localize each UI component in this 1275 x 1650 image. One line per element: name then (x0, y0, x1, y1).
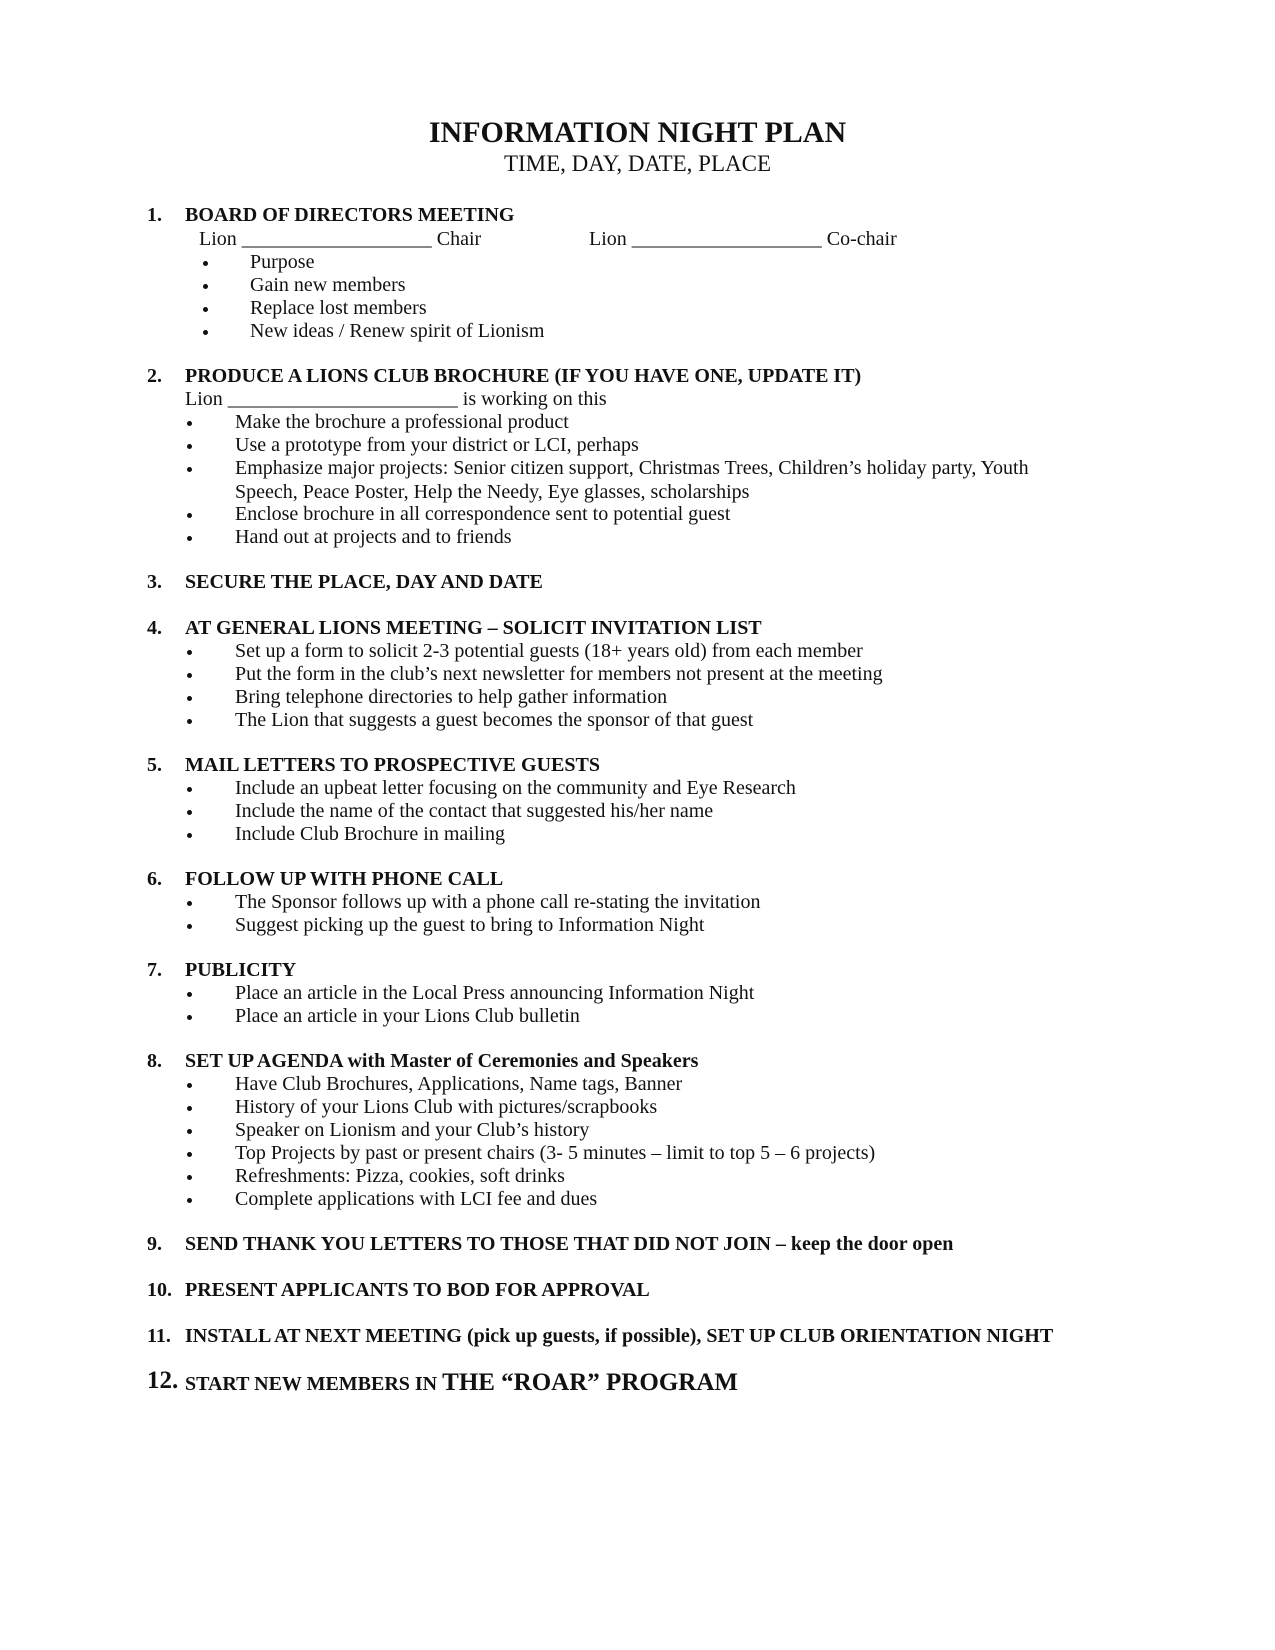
section-number: 11. (147, 1325, 171, 1347)
section-number: 12. (147, 1367, 179, 1394)
section-title: MAIL LETTERS TO PROSPECTIVE GUESTS (185, 754, 600, 776)
cochair-line: Lion ___________________ Co-chair (589, 228, 897, 250)
lion-line: Lion _______________________ is working on this (185, 388, 607, 410)
section-title: PRESENT APPLICANTS TO BOD FOR APPROVAL (185, 1279, 650, 1301)
page-subtitle: TIME, DAY, DATE, PLACE (503, 151, 772, 176)
section-number: 4. (147, 617, 162, 639)
section-number: 1. (147, 204, 162, 226)
section-number: 9. (147, 1233, 162, 1255)
section-title: SEND THANK YOU LETTERS TO THOSE THAT DID NOT JOIN – keep the door open (185, 1233, 954, 1255)
section-number: 10. (147, 1279, 172, 1301)
section-number: 3. (147, 571, 162, 593)
section-title (185, 1371, 738, 1396)
section-title: AT GENERAL LIONS MEETING – SOLICIT INVITATION LIST (185, 617, 762, 639)
section-title: FOLLOW UP WITH PHONE CALL (185, 868, 504, 890)
section-title: BOARD OF DIRECTORS MEETING (185, 204, 515, 226)
section-number: 7. (147, 959, 162, 981)
section-title: INSTALL AT NEXT MEETING (pick up guests, if possible), SET UP CLUB ORIENTATION NIGHT (185, 1325, 1054, 1347)
document-page: INFORMATION NIGHT PLAN TIME, DAY, DATE, PLACE 1. BOARD OF DIRECTORS MEETING Lion ___________________ Chair Lion ___________________ Co-chair Purpose Gain new members Replace lost members New ideas / Renew spirit of Lionism 2. PRODUCE A LIONS CLUB BROCHURE (IF YOU HAVE ONE, UPDATE IT) Lion _______________________ is working on this Make the brochure a professional product Use a prototype from your district or LCI, perhaps Emphasize major projects: Senior citizen support, Christmas Trees, Children’s holiday party, Youth Speech, Peace Poster, Help the Needy, Eye glasses, scholarships Enclose brochure in all correspondence sent to potential guest Hand out at projects and to friends 3. SECURE THE PLACE, DAY AND DATE 4. AT GENERAL LIONS MEETING – SOLICIT INVITATION LIST Set up a form to solicit 2-3 potential guests (18+ years old) from each member Put the form in the club’s next newsletter for members not present at the meeting Bring telephone directories to help gather information The Lion that suggests a guest becomes the sponsor of that guest 5. MAIL LETTERS TO PROSPECTIVE GUESTS Include an upbeat letter focusing on the community and Eye Research Include the name of the contact that suggested his/her name Include Club Brochure in mailing 6. FOLLOW UP WITH PHONE CALL The Sponsor follows up with a phone call re-stating the invitation Suggest picking up the guest to bring to Information Night 7. PUBLICITY Place an article in the Local Press announcing Information Night Place an article in your Lions Club bulletin 8. SET UP AGENDA with Master of Ceremonies and Speakers Have Club Brochures, Applications, Name tags, Banner History of your Lions Club with pictures/scrapbooks Speaker on Lionism and your Club’s history Top Projects by past or present chairs (3- 5 minutes – limit to top 5 – 6 projects) Refreshments: Pizza, cookies, soft drinks Complete applications with LCI fee and dues 9. SEND THANK YOU LETTERS TO THOSE THAT DID NOT JOIN – keep the door open 10. PRESENT APPLICANTS TO BOD FOR APPROVAL 11. INSTALL AT NEXT MEETING (pick up guests, if possible), SET UP CLUB ORIENTATION NIGHT 12. START NEW MEMBERS IN THE “ROAR” PROGRAM (0, 0, 1275, 1650)
section-heading (0, 1367, 1275, 1401)
page-title: INFORMATION NIGHT PLAN (428, 116, 847, 149)
section-number: 5. (147, 754, 162, 776)
section-title: PUBLICITY (185, 959, 297, 981)
section-title: SECURE THE PLACE, DAY AND DATE (185, 571, 543, 593)
section-number: 8. (147, 1050, 162, 1072)
section-title-big: THE “ROAR” PROGRAM (442, 1369, 738, 1396)
section-number: 6. (147, 868, 162, 890)
section-title: SET UP AGENDA with Master of Ceremonies and Speakers (185, 1050, 699, 1072)
section-number: 2. (147, 365, 162, 387)
chair-line: Lion ___________________ Chair (199, 228, 482, 250)
section-title: PRODUCE A LIONS CLUB BROCHURE (IF YOU HAVE ONE, UPDATE IT) (185, 365, 862, 387)
section-title-small: START NEW MEMBERS IN (185, 1373, 438, 1395)
